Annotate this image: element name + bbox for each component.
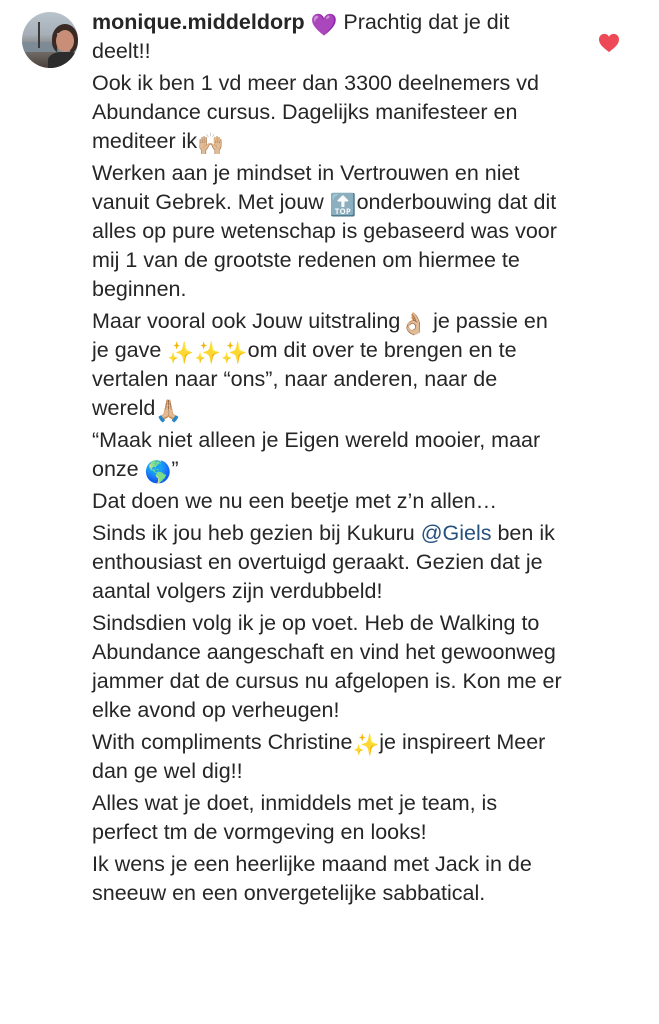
comment-text-segment: onderbouwing dat dit alles op pure wetenschap is gebaseerd was voor mij 1 van de grootste redenen om hiermee te beginnen. [92, 190, 557, 301]
comment-text-segment: Werken aan je mindset in Vertrouwen en niet vanuit Gebrek. Met jouw [92, 161, 520, 214]
comment-paragraph [92, 159, 562, 304]
comment-text-segment: Sindsdien volg ik je op voet. Heb de Walking to Abundance aangeschaft en vind het gewoonweg jammer dat de cursus nu afgelopen is. Kon me er elke avond op verheugen! [92, 611, 562, 722]
comment-paragraph [92, 728, 562, 786]
comment-text-segment: Ik wens je een heerlijke maand met Jack in de sneeuw en een onvergetelijke sabbatical. [92, 852, 532, 905]
username-link[interactable]: monique.middeldorp [92, 10, 305, 34]
emoji: 🌎 [144, 460, 172, 484]
comment-paragraph [92, 850, 562, 908]
comment-paragraph [92, 609, 562, 725]
comment-text-segment: Dat doen we nu een beetje met z’n allen… [92, 489, 498, 513]
emoji: 💜 [310, 13, 338, 37]
comment-text-segment: Ook ik ben 1 vd meer dan 3300 deelnemers vd Abundance cursus. Dagelijks manifesteer en mediteer ik [92, 71, 539, 153]
emoji: 🔝 [329, 193, 357, 217]
heart-icon[interactable] [598, 33, 620, 53]
comment-text [92, 8, 562, 911]
emoji: ✨ [352, 733, 380, 757]
comment-paragraph [92, 519, 562, 606]
emoji: 👌🏼 [400, 312, 428, 336]
comment-paragraph [92, 307, 562, 423]
mention-link[interactable]: @Giels [420, 521, 492, 545]
emoji: 🙌🏼 [197, 132, 224, 156]
comment-text-segment: Prachtig dat je dit deelt!! [92, 10, 510, 63]
comment-text-segment: ” [171, 457, 179, 481]
comment-text-segment: ben ik enthousiast en overtuigd geraakt. Gezien dat je aantal volgers zijn verdubbeld! [92, 521, 555, 603]
comment-text-segment: With compliments Christine [92, 730, 353, 754]
comment-text-segment: Alles wat je doet, inmiddels met je team, is perfect tm de vormgeving en looks! [92, 791, 498, 844]
comment-text-segment: je inspireert Meer dan ge wel dig!! [92, 730, 546, 783]
comment-paragraph [92, 487, 562, 516]
comment-text-segment: Sinds ik jou heb gezien bij Kukuru [92, 521, 421, 545]
comment-paragraph [92, 426, 562, 484]
comment-text-segment: om dit over te brengen en te vertalen naar “ons”, naar anderen, naar de wereld [92, 338, 517, 420]
comment-paragraph [92, 789, 562, 847]
comment-paragraph [92, 8, 562, 66]
comment-text-segment: “Maak niet alleen je Eigen wereld mooier, maar onze [92, 428, 541, 481]
comment-text-segment: Maar vooral ook Jouw uitstraling [92, 309, 401, 333]
emoji: 🙏🏼 [155, 399, 183, 423]
comment-paragraph [92, 69, 562, 156]
avatar[interactable] [22, 12, 78, 68]
emoji: ✨✨✨ [167, 341, 248, 365]
comment-text-segment: je passie en je gave [92, 309, 548, 362]
